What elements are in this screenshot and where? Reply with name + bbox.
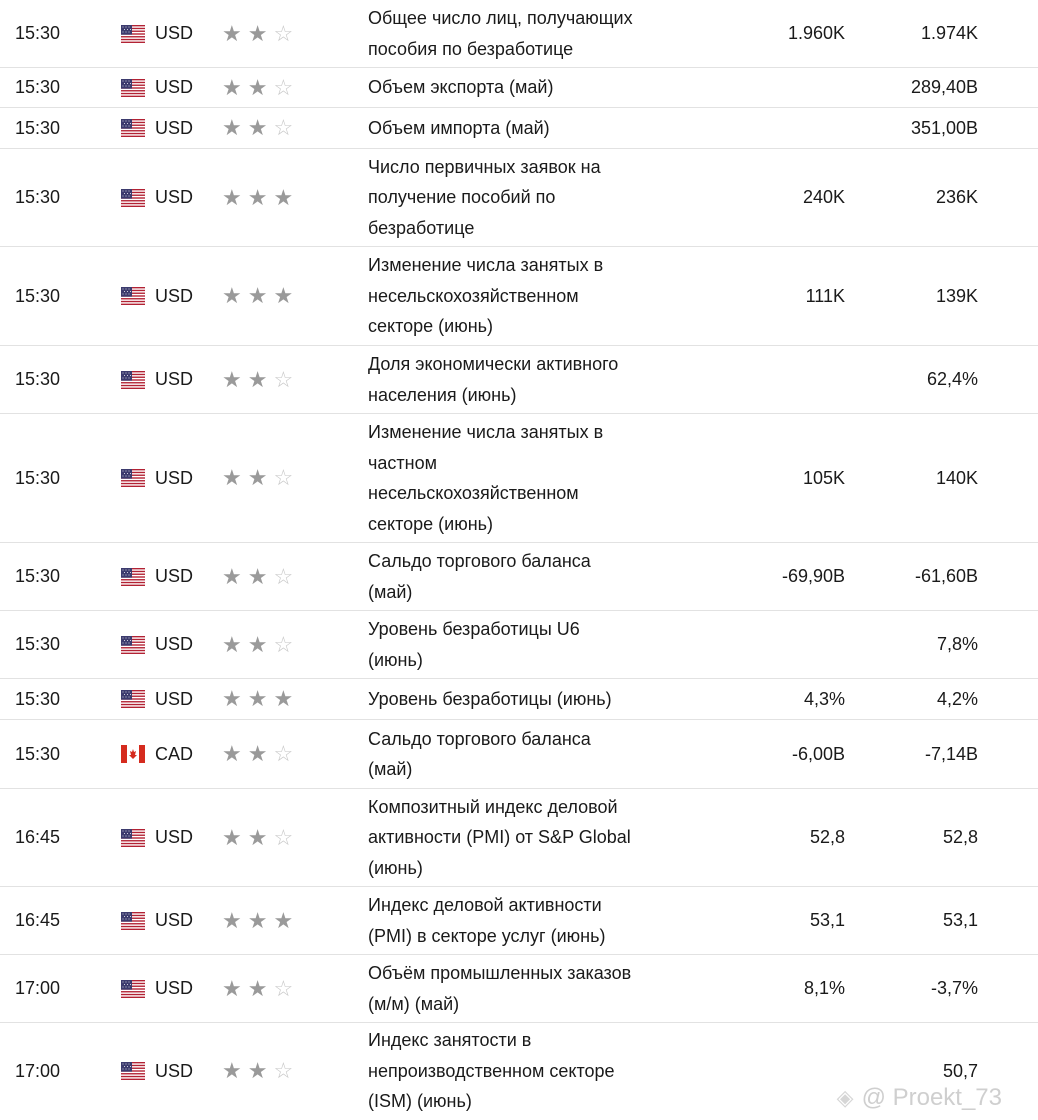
star-filled-icon: ★ xyxy=(247,686,268,711)
event-name[interactable] xyxy=(368,247,668,345)
star-filled-icon: ★ xyxy=(222,184,242,210)
previous-value: -7,14B xyxy=(924,743,978,764)
event-name[interactable] xyxy=(368,68,668,107)
table-row[interactable] xyxy=(0,955,1038,1023)
currency-code: USD xyxy=(155,117,194,138)
event-name[interactable] xyxy=(368,679,668,719)
star-filled-icon: ★ xyxy=(247,824,268,850)
event-line: населения (июнь) xyxy=(368,384,517,405)
currency-code: USD xyxy=(155,369,194,389)
usa-flag-icon xyxy=(121,980,145,998)
forecast-value: 52,8 xyxy=(809,827,845,847)
event-line: (май) xyxy=(368,581,413,602)
star-filled-icon: ★ xyxy=(247,20,268,46)
table-row[interactable] xyxy=(0,414,1038,543)
table-row[interactable] xyxy=(0,247,1038,346)
currency-code: USD xyxy=(155,77,194,97)
event-name[interactable] xyxy=(368,789,668,886)
event-line: пособия по безработице xyxy=(368,38,574,59)
importance-stars xyxy=(222,611,322,678)
star-filled-icon: ★ xyxy=(273,184,294,210)
event-line: (м/м) (май) xyxy=(368,993,460,1014)
currency-cell xyxy=(121,543,221,610)
event-line: Уровень безработицы (июнь) xyxy=(368,688,612,709)
currency-cell xyxy=(121,720,221,788)
previous-value: -61,60B xyxy=(914,566,978,586)
event-time: 15:30 xyxy=(15,117,61,138)
event-name[interactable] xyxy=(368,414,668,542)
currency-cell xyxy=(121,789,221,886)
star-filled-icon: ★ xyxy=(247,1058,268,1083)
star-filled-icon: ★ xyxy=(273,686,294,711)
currency-cell xyxy=(121,0,221,67)
currency-code: USD xyxy=(155,978,194,998)
usa-flag-icon xyxy=(121,829,145,847)
table-row[interactable] xyxy=(0,68,1038,108)
star-filled-icon: ★ xyxy=(247,563,268,589)
star-filled-icon: ★ xyxy=(222,465,242,490)
forecast-value xyxy=(690,611,845,678)
event-time: 15:30 xyxy=(15,467,61,488)
star-empty-icon: ☆ xyxy=(273,741,294,766)
previous-value: 52,8 xyxy=(942,827,978,847)
importance-stars xyxy=(222,887,322,954)
star-filled-icon: ★ xyxy=(247,907,268,933)
usa-flag-icon xyxy=(121,690,145,708)
star-filled-icon: ★ xyxy=(222,631,242,657)
event-line: несельскохозяйственном xyxy=(368,285,579,306)
forecast-value: 53,1 xyxy=(809,910,845,930)
star-filled-icon: ★ xyxy=(247,975,268,1001)
event-line: (июнь) xyxy=(368,857,423,878)
previous-value: 50,7 xyxy=(942,1060,978,1081)
star-filled-icon: ★ xyxy=(247,283,268,308)
usa-flag-icon xyxy=(121,469,145,487)
previous-value: 4,2% xyxy=(936,688,978,709)
event-time: 15:30 xyxy=(15,743,61,764)
event-name[interactable] xyxy=(368,611,668,678)
star-filled-icon: ★ xyxy=(247,741,268,766)
event-line: получение пособий по xyxy=(368,187,556,208)
star-filled-icon: ★ xyxy=(222,20,242,46)
event-time: 17:00 xyxy=(15,1060,61,1081)
event-time: 16:45 xyxy=(15,910,61,930)
star-empty-icon: ☆ xyxy=(273,115,294,140)
event-line: (май) xyxy=(368,759,413,779)
previous-value: 7,8% xyxy=(936,634,978,654)
table-row[interactable] xyxy=(0,611,1038,679)
event-line: Доля экономически активного xyxy=(368,354,619,374)
event-line: Изменение числа занятых в xyxy=(368,422,604,442)
watermark-logo-icon: ◈ xyxy=(836,1085,854,1110)
currency-cell xyxy=(121,679,221,719)
currency-code: USD xyxy=(155,23,194,43)
star-filled-icon: ★ xyxy=(247,74,268,100)
forecast-value: -6,00B xyxy=(791,743,845,764)
usa-flag-icon xyxy=(121,1062,145,1080)
star-filled-icon: ★ xyxy=(273,907,294,933)
event-line: непроизводственном секторе xyxy=(368,1060,615,1081)
star-empty-icon: ☆ xyxy=(273,631,294,657)
event-time: 16:45 xyxy=(15,827,61,847)
currency-code: USD xyxy=(155,566,194,586)
star-filled-icon: ★ xyxy=(273,283,294,308)
forecast-value xyxy=(690,108,845,148)
star-filled-icon: ★ xyxy=(247,115,268,140)
star-empty-icon: ☆ xyxy=(273,465,294,490)
event-line: Композитный индекс деловой xyxy=(368,796,618,817)
star-empty-icon: ☆ xyxy=(273,975,294,1001)
star-filled-icon: ★ xyxy=(247,631,268,657)
event-time: 15:30 xyxy=(15,77,61,97)
table-row[interactable] xyxy=(0,679,1038,720)
currency-cell xyxy=(121,887,221,954)
event-time: 15:30 xyxy=(15,23,61,43)
event-line: Индекс занятости в xyxy=(368,1030,532,1051)
event-line: Объем экспорта (май) xyxy=(368,77,554,98)
star-filled-icon: ★ xyxy=(247,366,268,392)
currency-cell xyxy=(121,346,221,413)
usa-flag-icon xyxy=(121,119,145,137)
importance-stars xyxy=(222,149,322,246)
event-name[interactable] xyxy=(368,887,668,954)
importance-stars xyxy=(222,789,322,886)
importance-stars xyxy=(222,0,322,67)
previous-value: 140K xyxy=(935,467,978,488)
star-empty-icon: ☆ xyxy=(273,563,294,589)
event-name[interactable] xyxy=(368,955,668,1022)
table-row[interactable] xyxy=(0,543,1038,611)
currency-cell xyxy=(121,414,221,542)
currency-cell xyxy=(121,149,221,246)
table-row[interactable] xyxy=(0,789,1038,887)
forecast-value xyxy=(690,68,845,107)
previous-value: 236K xyxy=(935,187,978,207)
usa-flag-icon xyxy=(121,25,145,43)
forecast-value: 105K xyxy=(802,467,845,488)
forecast-value: 111K xyxy=(805,285,845,306)
table-row[interactable] xyxy=(0,0,1038,68)
event-line: секторе (июнь) xyxy=(368,316,494,337)
importance-stars xyxy=(222,679,322,719)
event-line: Сальдо торгового баланса xyxy=(368,551,591,571)
previous-value: 139K xyxy=(935,285,978,306)
usa-flag-icon xyxy=(121,568,145,586)
star-empty-icon: ☆ xyxy=(273,74,294,100)
star-empty-icon: ☆ xyxy=(273,366,294,392)
importance-stars xyxy=(222,543,322,610)
event-line: Объем импорта (май) xyxy=(368,117,550,138)
usa-flag-icon xyxy=(121,79,145,97)
event-time: 15:30 xyxy=(15,688,61,709)
star-filled-icon: ★ xyxy=(247,184,268,210)
usa-flag-icon xyxy=(121,189,145,207)
event-line: частном xyxy=(368,452,437,473)
star-filled-icon: ★ xyxy=(247,465,268,490)
star-filled-icon: ★ xyxy=(222,1058,242,1083)
forecast-value xyxy=(690,346,845,413)
watermark xyxy=(837,1084,1002,1112)
currency-code: CAD xyxy=(155,743,194,764)
currency-code: USD xyxy=(155,1060,194,1081)
event-name[interactable] xyxy=(368,543,668,610)
event-line: безработице xyxy=(368,217,475,238)
event-line: Уровень безработицы U6 xyxy=(368,619,580,639)
currency-code: USD xyxy=(155,634,194,654)
watermark-text: @ Proekt_73 xyxy=(861,1084,1002,1111)
event-line: (июнь) xyxy=(368,649,423,670)
event-time: 15:30 xyxy=(15,187,61,207)
forecast-value: 240K xyxy=(802,187,845,207)
usa-flag-icon xyxy=(121,287,145,305)
previous-value: 289,40B xyxy=(910,77,978,97)
star-filled-icon: ★ xyxy=(222,366,242,392)
importance-stars xyxy=(222,247,322,345)
currency-cell xyxy=(121,611,221,678)
event-line: Изменение числа занятых в xyxy=(368,255,604,276)
star-filled-icon: ★ xyxy=(222,283,242,308)
event-time: 15:30 xyxy=(15,285,61,306)
currency-code: USD xyxy=(155,285,194,306)
usa-flag-icon xyxy=(121,912,145,930)
importance-stars xyxy=(222,414,322,542)
event-name[interactable] xyxy=(368,0,668,67)
event-time: 15:30 xyxy=(15,634,61,654)
event-line: активности (PMI) от S&P Global xyxy=(368,827,631,848)
forecast-value xyxy=(690,1023,845,1119)
event-name[interactable] xyxy=(368,149,668,246)
event-name[interactable] xyxy=(368,1023,668,1119)
usa-flag-icon xyxy=(121,636,145,654)
forecast-value: 1.960K xyxy=(787,23,845,43)
star-filled-icon: ★ xyxy=(222,975,242,1001)
importance-stars xyxy=(222,346,322,413)
event-line: секторе (июнь) xyxy=(368,513,494,534)
forecast-value: -69,90B xyxy=(781,566,845,586)
event-line: Объём промышленных заказов xyxy=(368,963,632,983)
star-empty-icon: ☆ xyxy=(273,824,294,850)
importance-stars xyxy=(222,955,322,1022)
event-name[interactable] xyxy=(368,346,668,413)
table-row[interactable] xyxy=(0,108,1038,149)
importance-stars xyxy=(222,720,322,788)
table-row[interactable] xyxy=(0,346,1038,414)
table-row[interactable] xyxy=(0,720,1038,789)
star-filled-icon: ★ xyxy=(222,115,242,140)
event-name[interactable] xyxy=(368,720,668,788)
currency-cell xyxy=(121,1023,221,1119)
canada-flag-icon xyxy=(121,745,145,763)
event-line: Индекс деловой активности xyxy=(368,895,602,915)
previous-value: 1.974K xyxy=(920,23,978,43)
star-empty-icon: ☆ xyxy=(273,20,294,46)
event-time: 15:30 xyxy=(15,566,61,586)
star-filled-icon: ★ xyxy=(222,824,242,850)
star-filled-icon: ★ xyxy=(222,686,242,711)
star-filled-icon: ★ xyxy=(222,907,242,933)
event-time: 15:30 xyxy=(15,369,61,389)
currency-code: USD xyxy=(155,910,194,930)
previous-value: 351,00B xyxy=(910,117,978,138)
event-line: Сальдо торгового баланса xyxy=(368,728,591,749)
currency-code: USD xyxy=(155,467,194,488)
currency-cell xyxy=(121,108,221,148)
event-line: Число первичных заявок на xyxy=(368,156,601,177)
star-filled-icon: ★ xyxy=(222,741,242,766)
currency-cell xyxy=(121,955,221,1022)
star-filled-icon: ★ xyxy=(222,74,242,100)
usa-flag-icon xyxy=(121,371,145,389)
table-row[interactable] xyxy=(0,887,1038,955)
event-line: (PMI) в секторе услуг (июнь) xyxy=(368,925,606,946)
event-name[interactable] xyxy=(368,108,668,148)
star-filled-icon: ★ xyxy=(222,563,242,589)
importance-stars xyxy=(222,108,322,148)
currency-code: USD xyxy=(155,827,194,847)
importance-stars xyxy=(222,1023,322,1119)
previous-value: 62,4% xyxy=(926,369,978,389)
currency-code: USD xyxy=(155,688,194,709)
event-line: Общее число лиц, получающих xyxy=(368,8,633,28)
event-time: 17:00 xyxy=(15,978,61,998)
table-row[interactable] xyxy=(0,149,1038,247)
star-empty-icon: ☆ xyxy=(273,1058,294,1083)
importance-stars xyxy=(222,68,322,107)
currency-code: USD xyxy=(155,187,194,207)
currency-cell xyxy=(121,247,221,345)
forecast-value: 4,3% xyxy=(803,688,845,709)
event-line: (ISM) (июнь) xyxy=(368,1091,472,1112)
forecast-value: 8,1% xyxy=(803,978,845,998)
previous-value: 53,1 xyxy=(942,910,978,930)
currency-cell xyxy=(121,68,221,107)
event-line: несельскохозяйственном xyxy=(368,483,579,503)
previous-value: -3,7% xyxy=(930,978,978,998)
